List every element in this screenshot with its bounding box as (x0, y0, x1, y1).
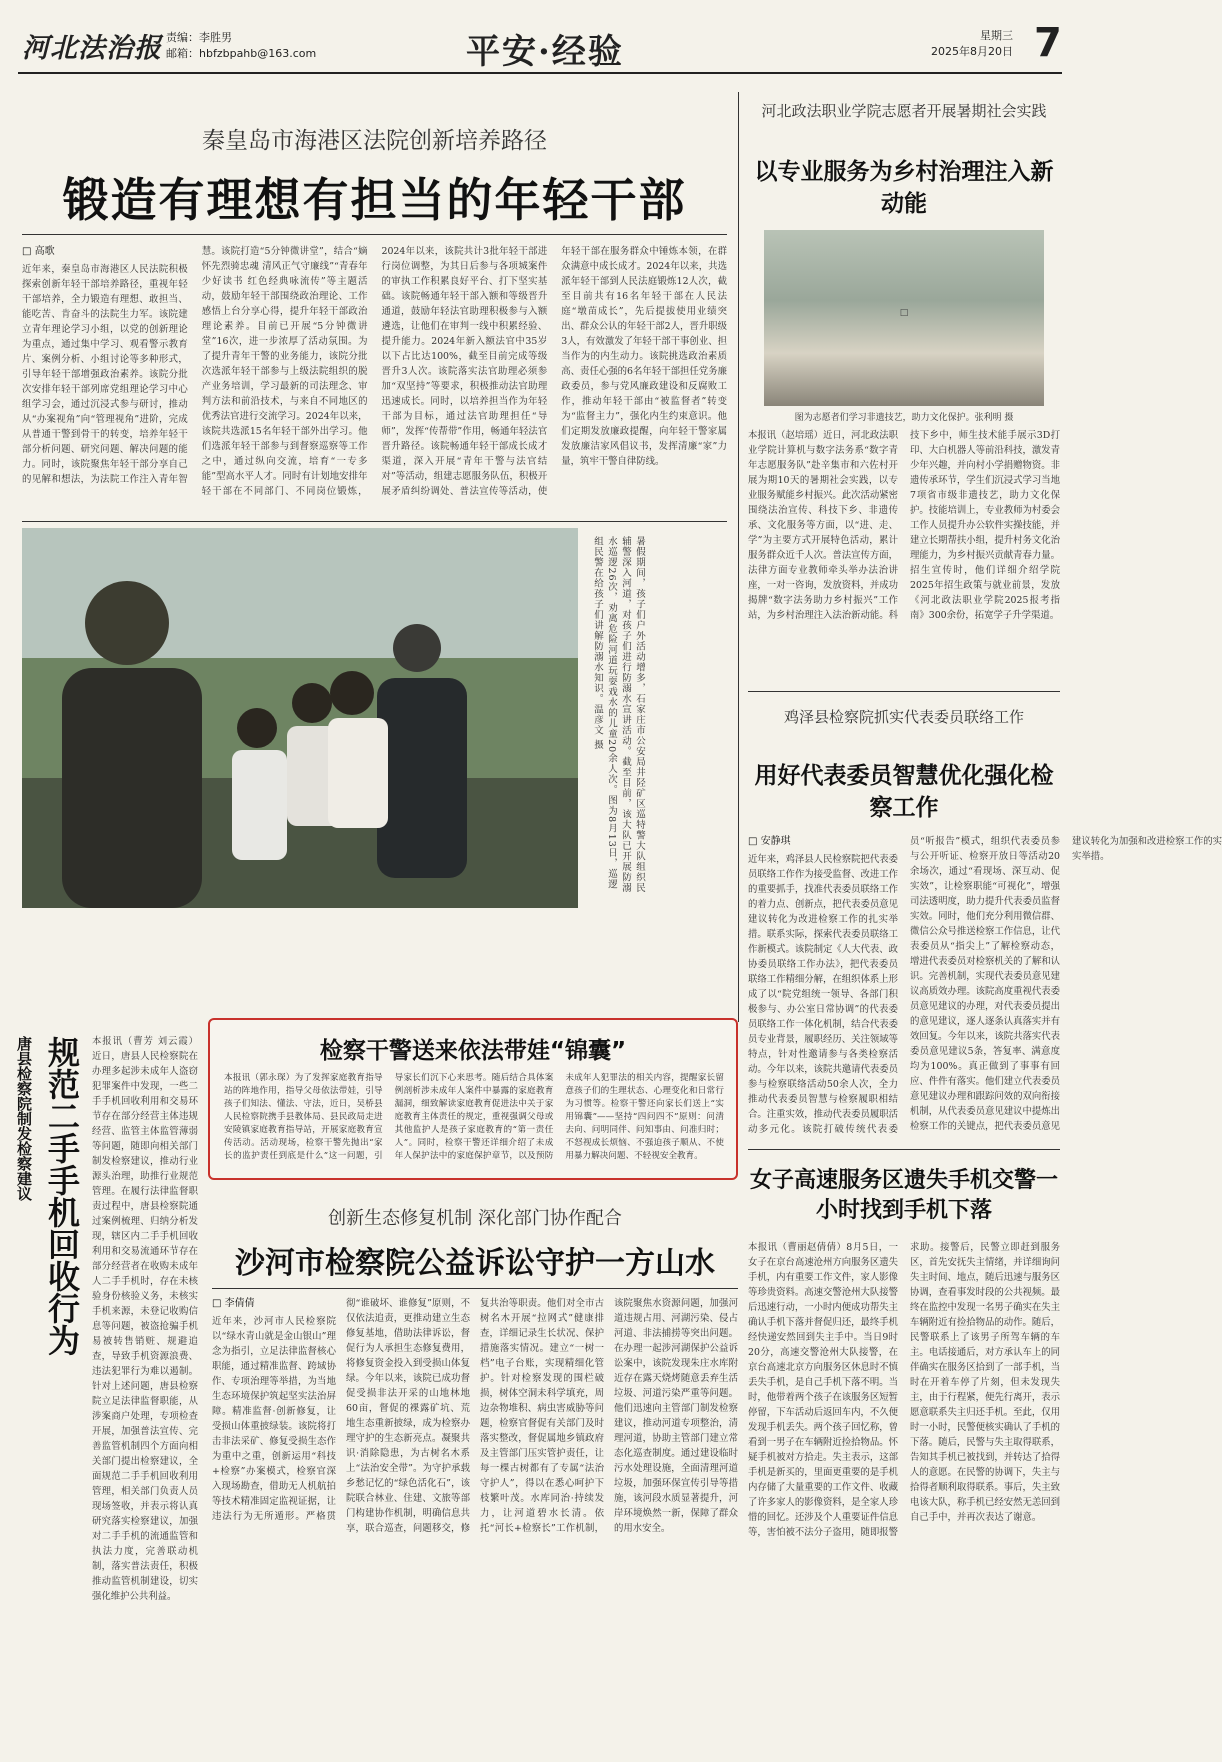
police-photo (22, 528, 578, 908)
article-body: 本报讯（郭永琛）为了发挥家庭教育指导站的阵地作用，指导父母依法带娃，引导孩子们知法、懂法、守法，近日，吴桥县人民检察院携手县教体局、县民政局走进安陵镇家庭教育指导站，开展家庭教育宣传活动。活动现场，检察干警先抛出“家长的监护责任到底是什么”这一问题，引导家长们沉下心来思考。随后结合具体案例剖析涉未成年人案件中暴露的家庭教育漏洞，细致解读家庭教育促进法中关于家庭教育主体责任的规定，重视强调父母或其他监护人是孩子家庭教育的“第一责任人”。同时，检察干警还详细介绍了未成年人保护法中的家庭保护章节，以及预防未成年人犯罪法的相关内容，提醒家长留意孩子们的生理状态、心理变化和日常行为习惯等。检察干警还向家长们送上“实用锦囊”——坚持“四问四不”原则：问清去向、问明同伴、问知事由、问准归时；不怒视成长烦恼、不强迫孩子顺从、不使用暴力解决问题、不轻视安全教育。 (224, 1073, 724, 1161)
article-body: 本报讯（赵培瑶）近日，河北政法职业学院计算机与数字法务系“数字青年志愿服务队”赴辛集市和六佐村开展为期10天的暑期社会实践，以专业服务赋能乡村振兴。此次活动紧密围绕法治宣传、科技下乡、非遗传承、文化服务等方面，以“进、走、学”为主要方式开展特色活动，累计服务群众近千人次。普法宣传方面，法律方面专业教师牵头举办法治讲座，一对一咨询，发放资料，并成功揭牌“数字法务助力乡村振兴”工作站，为乡村治理注入法治新动能。科技下乡中，师生技术能手展示3D打印、大白机器人等前沿科技，激发青少年兴趣，并向村小学捐赠物资。非遗传承环节，学生们沉浸式学习当地7项省市级非遗技艺，助力文化保护。技能培训上，专业教师为村委会工作人员提升办公软件实操技能，并建立长期帮扶小组，提升村务文化治理能力，为乡村振兴贡献青春力量。招生宣传时，他们详细介绍学院2025年招生政策与就业前景，发放《河北政法职业学院2025报考指南》300余份，拓宽学子升学渠道。 (748, 430, 1061, 621)
weekday: 星期三 (980, 29, 1013, 42)
article-kicker: 河北政法职业学院志愿者开展暑期社会实践 (761, 102, 1047, 120)
article-headline: 沙河市检察院公益诉讼守护一方山水 (235, 1246, 715, 1281)
article-headline: 用好代表委员智慧优化强化检察工作 (754, 763, 1054, 821)
photo-caption: 暑假期间，孩子们户外活动增多，石家庄市公安局井陉矿区巡特警大队组织民辅警深入河道，对孩子们进行防溺水宣讲活动。截至目前，该大队已开展防溺水巡逻26次，劝离危险河道玩耍戏水的儿童20余人次。图为8月13日，巡逻组民警在给孩子们讲解防溺水知识。温彦文 摄 (592, 536, 645, 893)
article-body (748, 834, 1222, 1144)
photo-caption-box (582, 528, 738, 908)
body-text: 近年来，秦皇岛市海港区人民法院积极探索创新年轻干部培养路径，重视年轻干部培养，全力锻造有理想、敢担当、能吃苦、肯奋斗的法院生力军。该院建立青年理论学习小组，以党的创新理论为重点，通过集中学习、观看警示教育片、案例分析、小组讨论等多种形式，引导年轻干部增强政治素养。该院分批次安排年轻干部列席党组理论学习中心组学习会，通过沉浸式参与研讨，推动从“办案视角”向“管理视角”进阶，完成从普通干警到骨干的转变，培养年轻干部分析问题、研究问题、解决问题的能力。同时，该院聚焦年轻干部分享自己的见解和想法，为法院工作注入青年智慧。该院打造“5分钟微讲堂”，结合“嫡怀先烈骑忠魂 清风正气守廉线”“青春年少好读书 红色经典咏流传”等主题活动，鼓励年轻干部围绕政治理论、工作感悟上台分享心得，提升年轻干部政治理论素养。目前已开展“5分钟微讲堂”16次，进一步浓厚了活动氛围。为了提升青年干警的业务能力，该院分批次选派年轻干部参与上级法院组织的脱产业务培训，学习最新的司法理念、审判方法和前沿技术，与来自不同地区的优秀法官进行交流学习。2024年以来，该院共选派15名年轻干部外出学习。他们选派年轻干部参与到督察巡察等工作之中，通过纵向交流，培育“一专多能”型高水平人才。同时有计划地安排年轻干部在不同部门、不同岗位锻炼，2024年以来，该院共计3批年轻干部进行岗位调整，为其日后参与各项城案件的审执工作积累良好平台、打下坚实基础。该院畅通年轻干部入额和等级晋升通道，鼓励年轻法官助理积极参与入额遴选，让他们在审判一线中积累经验、提升能力。2024年新入额法官中35岁以下占比达100%，截至目前完成等级晋升3人次。该院落实法官助理必须参加“双坚持”等要求，积极推动法官助理迅速成长。同时，以培养担当作为年轻干部为目标，通过法官助理担任“导师”，发挥“传帮带”作用，畅通年轻法官晋升路径。该院畅通年轻干部成长成才渠道，深入开展“青年干警与法官结对”等活动，组建志愿服务队伍，积极开展矛盾纠纷调处、普法宣传等活动，使年轻干部在服务群众中锤炼本领，在群众满意中成长成才。2024年以来，共选派年轻干部到人民法庭锻炼12人次，截至目前共有16名年轻干部在人民法庭“墩苗成长”，先后提拔使用业绩突出、群众公认的年轻干部2人，晋升职级3人，有效激发了年轻干部干事创业、担当作为的内生动力。该院挑选政治素质高、责任心强的6名年轻干部担任党务廉政委员，参与党风廉政建设和反腐败工作，推动年轻干部由“被监督者”转变为“监督主力”，强化内生约束意识。他们定期发放廉政提醒，向年轻干警家属发放廉洁家风倡议书，发挥清廉“家”力量，筑牢干警自律防线。 (22, 246, 727, 497)
article-procuratorate (748, 700, 1222, 1150)
date-block (931, 28, 1013, 60)
body-text: 近年来，鸡泽县人民检察院把代表委员联络工作作为接受监督、改进工作的重要抓手，找准代表委员联络工作的着力点、创新点，把代表委员意见建议转化为改进检察工作的扎实举措。联系实际，探索代表委员联络工作新模式。该院制定《人大代表、政协委员联络工作办法》，把代表委员联络工作精细分解，在组织体系上形成了以“院党组统一领导、各部门积极参与、办公室日常协调”的代表委员联络工作一体化机制，结合代表委员专业背景，履职经历、关注领域等特点，针对性邀请参与各类检察活动。今年以来，该院共邀请代表委员参与检察联络活动50余人次，全力推动代表委员智慧与检察履职相结合。注重实效，推动代表委员履职活动多元化。该院打破传统代表委员“听报告”模式，组织代表委员参与公开听证、检察开放日等活动20余场次，通过“看现场、深互动、促实效”，让检察职能“可视化”，增强司法透明度，助力提升代表委员监督实效。同时，他们充分利用微信群、微信公众号推送检察工作信息，让代表委员从“指尖上”了解检察动态，增进代表委员对检察机关的了解和认识。完善机制，实现代表委员意见建议高质效办理。该院高度重视代表委员意见建议的办理，对代表委员提出的意见建议，逐人逐条认真落实并有效回复。今年以来，该院共落实代表委员意见建议5条，答复率、满意度均为100%。真正做到了事事有回应、件件有落实。他们建立代表委员意见建议办理和跟踪问效的双向衔接机制，从代表委员意见建议中提炼出检察工作的关键点，把代表委员意见建议转化为加强和改进检察工作的实实举措。 (748, 836, 1222, 1135)
article-body (22, 244, 727, 516)
article-headline: 女子高速服务区遗失手机交警一小时找到手机下落 (749, 1168, 1058, 1223)
article-body: 本报讯（曹芳 刘云霞）近日，唐县人民检察院在办理多起涉未成年人盗窃犯罪案件中发现，一些二手手机回收利用和交易环节存在部分经营主体违规经营、监管主体监管薄弱等问题，随即向相关部门制发检察建议，推动行业源头治理，助推行业规范管理。在履行法律监督职责过程中，唐县检察院通过案例梳理、归纳分析发现，辖区内二手手机回收利用和交易流通环节存在部分经营者在收购未成年人二手手机时，存在未核验身份核验义务，未核实手机来源，未登记收购信息等问题，被盗抢骗手机易被转售销赃、规避追查，导致手机资源浪费、违法犯罪行为难以遏制。针对上述问题，唐县检察院立足法律监督职能，从涉案商户处理，专项检查开展，加强普法宣传、完善监管机制四个方面向相关部门提出检察建议，全面规范二手手机回收利用管理，相关部门负责人员现场签收，并表示将认真研究落实检察建议，加强对二手手机的流通监管和执法力度，完善联动机制，落实普法责任，积极推动监管机制建设，切实强化维护公共利益。 (92, 1036, 198, 1602)
article-kicker: 鸡泽县检察院抓实代表委员联络工作 (783, 708, 1024, 726)
photo-caption: 图为志愿者们学习非遗技艺，助力文化保护。张利明 摄 (794, 413, 1014, 423)
article-headline: 规范二手手机回收行为 (43, 1036, 81, 1356)
date: 2025年8月20日 (931, 45, 1013, 58)
article-kicker: 秦皇岛市海港区法院创新培养路径 (202, 128, 547, 154)
section-title: 平安·经验 (466, 32, 624, 72)
photo-illustration (22, 528, 578, 908)
masthead (18, 18, 1062, 74)
article-phone-recycling (14, 1030, 198, 1742)
article-box-guidance (208, 1018, 738, 1180)
byline: □ 李倩倩 (212, 1298, 255, 1309)
page-number: 7 (1034, 20, 1062, 66)
article-volunteer (748, 92, 1060, 692)
volunteer-photo: □ (764, 230, 1044, 406)
byline: □ 高歌 (22, 246, 55, 257)
article-shahe (212, 1192, 738, 1742)
editor-info (166, 30, 316, 62)
article-body (212, 1296, 738, 1736)
editor-email: 邮箱：hbfzbpahb@163.com (166, 47, 317, 60)
article-kicker: 创新生态修复机制 深化部门协作配合 (328, 1208, 622, 1229)
article-lost-phone (748, 1160, 1060, 1742)
article-headline: 锻造有理想有担当的年轻干部 (62, 173, 687, 227)
article-body: 本报讯（曹丽赵倩倩）8月5日，一女子在京台高速沧州方向服务区遗失手机，内有重要工作文件，家人影像等珍贵资料。高速交警沧州大队接警后迅速行动，一小时内便成功帮失主确认手机下落并督促归还，最终手机经快递安然回到失主手中。当日9时20分，高速交警沧州大队接警，在京台高速北京方向服务区休息时不慎丢失手机，是自己手机下落不明。当时，他带着两个孩子在该服务区短暂停留，下车活动后返回车内，不久便发现手机丢失。两个孩子回忆称，曾看到一男子在车辆附近捡拾物品。怀疑手机被对方拾走。失主表示，这部手机是新买的，里面更重要的是手机内存储了大量重要的工作文件、收藏了许多家人的影像资料，是全家人珍惜的回忆。还涉及个人重要证件信息等，害怕被不法分子盗用，随即报警求助。接警后，民警立即赶到服务区，首先安抚失主情绪，并详细询问失主时间、地点，随后迅速与服务区协调，查看事发时段的公共视频。最终在监控中发现一名男子确实在失主车辆附近有捡拾物品的动作。随后，民警联系上了该男子所驾车辆的车主。电话接通后，对方承认车上的同伴确实在服务区拾到了一部手机，当时在开着车停了片刻，但未发现失主，由于行程紧，便先行离开，表示愿意联系失主归还手机。至此，仅用时一小时，民警便核实确认了手机的下落。随后，民警与失主取得联系，告知其手机已被找到，并转达了拾得人的意愿。在民警的协调下，失主与拾得者顺利取得联系。事后，失主致电该大队，称手机已经安然无恙回到自己手中，并再次表达了谢意。 (748, 1242, 1061, 1538)
article-court (22, 92, 727, 522)
byline: □ 安静琪 (748, 836, 791, 847)
article-headline: 以专业服务为乡村治理注入新动能 (754, 159, 1054, 217)
article-kicker: 唐县检察院制发检察建议 (15, 1036, 33, 1201)
editor-name: 责编：李胜男 (166, 31, 232, 44)
newspaper-logo: 河北法治报 (22, 33, 162, 64)
body-text: 近年来，沙河市人民检察院以“绿水青山就是金山银山”理念为指引，立足法律监督核心职能，通过精准监督、跨域协作、专项治理等举措，为当地生态环境保护筑起坚实法治屏障。精准监督·创新修复，让受损山体重披绿装。该院将打击非法采矿、修复受损生态作为重中之重，创新运用“科技+检察”办案模式，检察官深入现场勘查，借助无人机航拍等技术精准固定监视证据，让违法行为无所遁形。严格贯彻“谁破坏、谁修复”原则，不仅依法追责，更推动建立生态修复基地，借助法律诉讼，督促行为人承担生态修复费用，将修复资金投入到受损山体复绿。今年以来，该院已成功督促受损非法开采的山地林地60亩，督促的裸露矿坑、荒地生态重新披绿，成为检察办理守护的生态新亮点。凝聚共识·消除隐患，为古树名木系上“法治安全带”。为守护承载乡愁记忆的“绿色活化石”，该院联合林业、住建、文旅等部门构建协作机制，明确信息共享，联合巡查，问题移交，修复共治等职责。他们对全市古树名木开展“拉网式”健康排查，详细记录生长状况、保护措施落实情况。建立“一树一档”电子台账，实现精细化管护。针对检察发现的围栏破损，树体空洞未科学填充，周边杂物堆积、病虫害威胁等问题，检察官督促有关部门及时落实整改，督促属地乡镇政府及主管部门压实管护责任，让每一棵古树都有了专属“法治守护人”，得以在悉心呵护下枝繁叶茂。水库同治·持续发力，让河道碧水长清。依托“河长+检察长”工作机制，该院聚焦水资源问题，加强河道违规占用、河湖污染、侵占河道、非法捕捞等突出问题。在办理一起涉河湖保护公益诉讼案中，该院发现朱庄水库附近存在露天烧烤随意丢弃生活垃圾、河道污染严重等问题。他们迅速向主管部门制发检察建议，推动河道专项整治，清理河道，协助主管部门建立常态化巡查制度。通过建设临时污水处理设施，全面清理河道垃圾，加强环保宣传引导等措施，该河段水质显著提升，河岸环境焕然一新，保障了群众的用水安全。 (212, 1298, 738, 1534)
article-headline: 检察干警送来依法带娃“锦囊” (319, 1038, 627, 1064)
